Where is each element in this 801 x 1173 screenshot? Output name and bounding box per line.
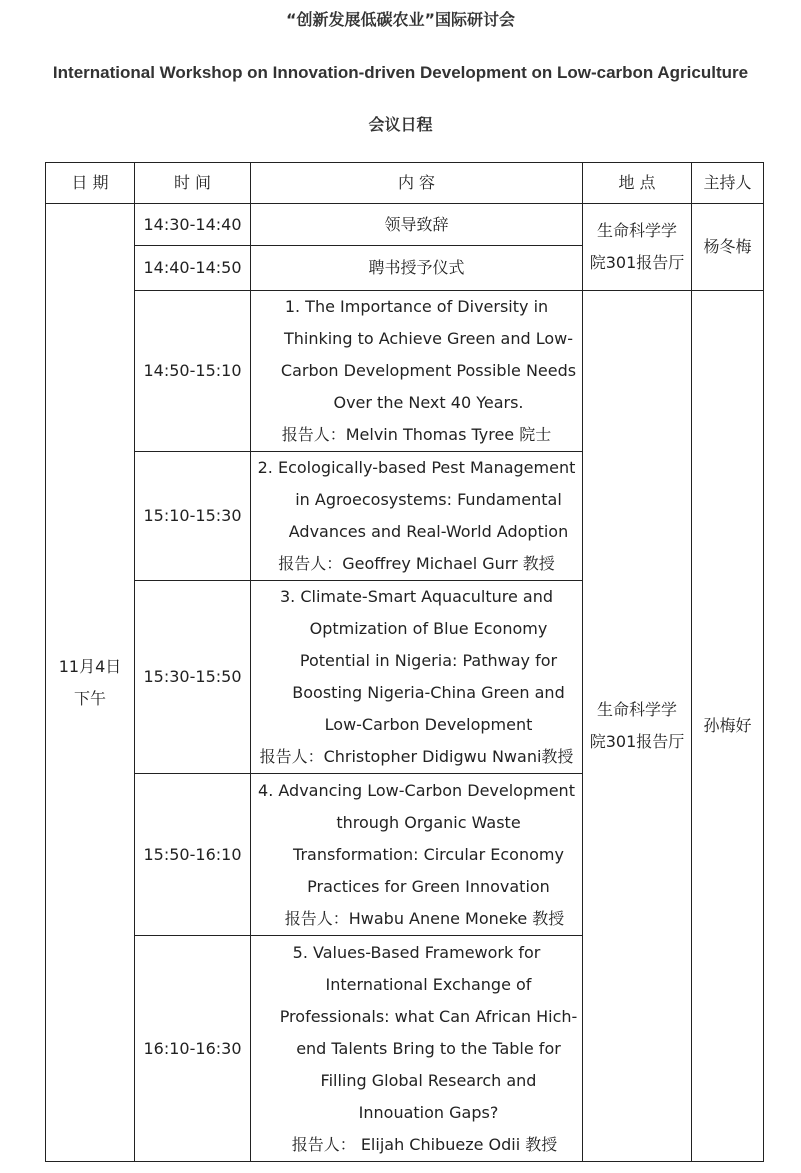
talk-line: Transformation: Circular Economy (293, 844, 564, 864)
date-line-1: 11月4日 (58, 656, 122, 676)
speaker-line: 报告人：Christopher Didigwu Nwani教授 (259, 747, 574, 766)
agenda-heading: 会议日程 (368, 115, 433, 134)
header-content: 内 容 (251, 163, 583, 204)
talk-line: 3. Climate-Smart Aquaculture and (280, 587, 553, 606)
talk-line: 2. Ecologically-based Pest Management (257, 458, 576, 477)
talk-line: 4. Advancing Low-Carbon Development (258, 780, 575, 800)
schedule-table (45, 162, 764, 1162)
time-cell: 14:50-15:10 (135, 291, 251, 452)
talk-line: Practices for Green Innovation (307, 876, 550, 896)
talk-line: Boosting Nigeria-China Green and (292, 683, 565, 702)
talk-line: Potential in Nigeria: Pathway for (299, 651, 558, 670)
header-host: 主持人 (692, 163, 764, 204)
date-line-2: 下午 (73, 688, 106, 708)
talk-content-3 (251, 581, 583, 774)
content-cell: 聘书授予仪式 (251, 246, 583, 291)
location-line-2: 院301报告厅 (589, 253, 685, 272)
header-row (46, 163, 764, 204)
location-cell-2 (583, 291, 692, 1162)
talk-line: Innouation Gaps? (358, 1102, 499, 1122)
talk-line: Advances and Real-World Adoption (288, 522, 569, 541)
talk-content-1 (251, 291, 583, 452)
time-cell: 14:40-14:50 (135, 246, 251, 291)
table-row (46, 291, 764, 452)
talk-content-2 (251, 452, 583, 581)
page-title-cn: “创新发展低碳农业”国际研讨会 (285, 10, 516, 29)
talk-line: Carbon Development Possible Needs (280, 361, 577, 380)
host-cell-2: 孙梅好 (692, 291, 764, 1162)
time-cell: 15:30-15:50 (135, 581, 251, 774)
location-cell-1 (583, 204, 692, 291)
time-cell: 15:50-16:10 (135, 774, 251, 936)
time-cell: 14:30-14:40 (135, 204, 251, 246)
talk-content-5 (251, 936, 583, 1162)
talk-line: 5. Values-Based Framework for (292, 942, 541, 962)
talk-line: Professionals: what Can African Hich- (279, 1006, 578, 1026)
header-time: 时 间 (135, 163, 251, 204)
location-line-1: 生命科学学 (596, 221, 677, 240)
talk-line: Thinking to Achieve Green and Low- (283, 329, 574, 348)
header-date: 日 期 (46, 163, 135, 204)
talk-line: Over the Next 40 Years. (333, 393, 524, 412)
page-title-en: International Workshop on Innovation-driven Development on Low-carbon Agriculture (52, 63, 749, 82)
talk-line: through Organic Waste (336, 812, 521, 832)
talk-line: International Exchange of (325, 974, 532, 994)
table-row (46, 204, 764, 246)
date-cell (46, 204, 135, 1162)
host-cell-1: 杨冬梅 (692, 204, 764, 291)
talk-line: Filling Global Research and (320, 1070, 537, 1090)
talk-line: 1. The Importance of Diversity in (284, 297, 549, 316)
talk-line: in Agroecosystems: Fundamental (295, 490, 562, 509)
speaker-line: 报告人：Hwabu Anene Moneke 教授 (284, 908, 565, 928)
location-line-1: 生命科学学 (596, 700, 677, 719)
talk-line: Optmization of Blue Economy (309, 619, 548, 638)
header-location: 地 点 (583, 163, 692, 204)
speaker-line: 报告人：Geoffrey Michael Gurr 教授 (278, 554, 555, 573)
speaker-line: 报告人：Melvin Thomas Tyree 院士 (281, 425, 552, 444)
content-cell: 领导致辞 (251, 204, 583, 246)
talk-content-4 (251, 774, 583, 936)
time-cell: 15:10-15:30 (135, 452, 251, 581)
time-cell: 16:10-16:30 (135, 936, 251, 1162)
talk-line: Low-Carbon Development (324, 715, 533, 734)
location-line-2: 院301报告厅 (589, 732, 685, 751)
talk-line: end Talents Bring to the Table for (296, 1038, 561, 1058)
speaker-line: 报告人： Elijah Chibueze Odii 教授 (291, 1134, 558, 1154)
